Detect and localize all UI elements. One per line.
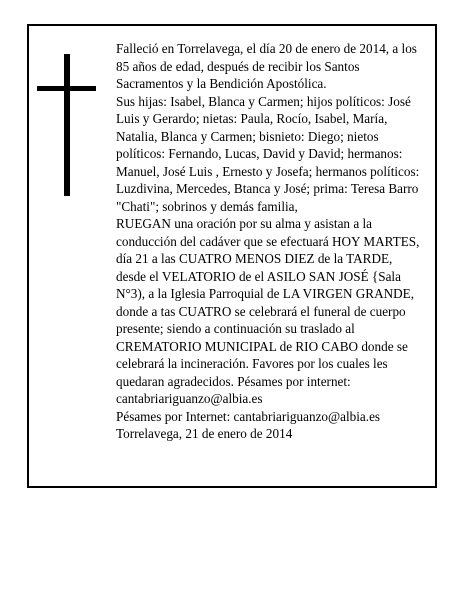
death-announcement: Falleció en Torrelavega, el día 20 de enero de 2014, a los 85 años de edad, después de recibir los Santos Sacramentos y la Bendición Apostólica. bbox=[116, 41, 417, 91]
cross-vertical-bar bbox=[64, 54, 70, 196]
family-list: Sus hijas: Isabel, Blanca y Carmen; hijos políticos: José Luis y Gerardo; nietas: Paula, Rocío, Isabel, María, Natalia, Blanca y Carmen; bisnieto: Diego; nietos políticos: Fernando, Lucas, David y David; hermanos: Manuel, José Luis , Ernesto y Josefa; hermanos políticos: Luzdivina, Mercedes, Btanca y José; prima: Teresa Barro "Chati"; sobrinos y demás familia, bbox=[116, 93, 420, 214]
cross-horizontal-bar bbox=[37, 86, 96, 91]
funeral-details: RUEGAN una oración por su alma y asistan a la conducción del cadáver que se efectuará HOY MARTES, día 21 a las CUATRO MENOS DIEZ de la TARDE, desde el VELATORIO de el ASILO SAN JOSÉ {Sala N°3), a la Iglesia Parroquial de LA VIRGEN GRANDE, donde a tas CUATRO se celebrará el funeral de cuerpo presente; siendo a continuación su traslado al CREMATORIO MUNICIPAL de RIO CABO donde se celebrará la incineración. Favores por los cuales les quedaran agradecidos. Pésames por internet: cantabriariguanzo@albia.es bbox=[116, 216, 420, 406]
condolences-email: Pésames por Internet: cantabriariguanzo@albia.es bbox=[116, 408, 381, 424]
place-date: Torrelavega, 21 de enero de 2014 bbox=[116, 426, 293, 441]
obituary-text bbox=[116, 40, 423, 443]
